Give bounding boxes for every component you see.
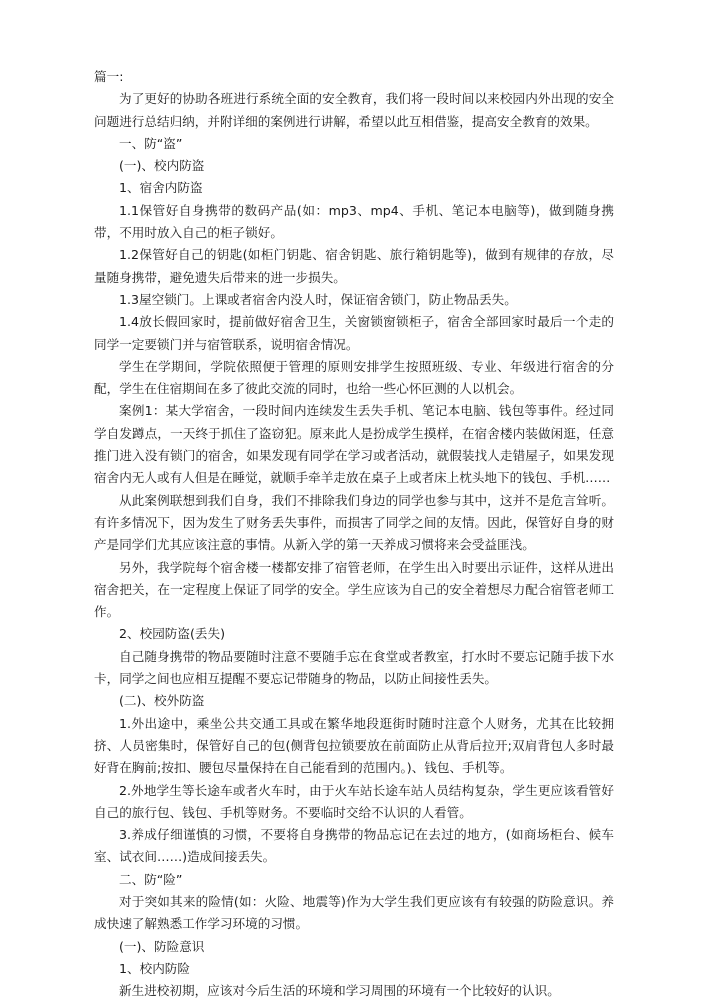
paragraph-offcampus-3: 3.养成仔细谨慎的习惯，不要将自身携带的物品忘记在去过的地方，(如商场柜台、候车室、试衣间……)造成间接丢失。 <box>94 827 614 865</box>
paragraph-1-2: 1.2保管好自己的钥匙(如柜门钥匙、宿舍钥匙、旅行箱钥匙等)，做到有规律的存放，尽量随身携带，避免遗失后带来的进一步损失。 <box>94 247 614 285</box>
item-heading-campus-loss: 2、校园防盗(丢失) <box>119 626 225 642</box>
paragraph-case-reflection: 从此案例联想到我们自身，我们不排除我们身边的同学也参与其中，这并不是危言耸听。有许多情况下，因为发生了财务丢失事件，而损害了同学之间的友情。因此，保管好自身的财产是同学们尤其应该注意的事情。从新入学的第一天养成习惯将来会受益匪浅。 <box>94 492 614 553</box>
subsection-heading-campus-theft: (一)、校内防盗 <box>119 158 205 174</box>
paragraph-offcampus-2: 2.外地学生等长途车或者火车时，由于火车站长途车站人员结构复杂，学生更应该看管好自己的旅行包、钱包、手机等财务。不要临时交给不认识的人看管。 <box>94 782 614 820</box>
intro-paragraph: 为了更好的协助各班进行系统全面的安全教育，我们将一段时间以来校园内外出现的安全问题进行总结归纳，并附详细的案例进行讲解，希望以此互相借鉴，提高安全教育的效果。 <box>94 91 614 129</box>
section-heading-anti-theft: 一、防“盗” <box>119 135 183 151</box>
paragraph-1-3: 1.3屋空锁门。上课或者宿舍内没人时，保证宿舍锁门，防止物品丢失。 <box>119 291 517 307</box>
paragraph-1-4: 1.4放长假回家时，提前做好宿舍卫生，关窗锁窗锁柜子，宿舍全部回家时最后一个走的同学一定要锁门并与宿管联系，说明宿舍情况。 <box>94 314 614 352</box>
paragraph-dorm-allocation: 学生在学期间，学院依照便于管理的原则安排学生按照班级、专业、年级进行宿舍的分配，学生在住宿期间在多了彼此交流的同时，也给一些心怀叵测的人以机会。 <box>94 358 614 397</box>
section-heading-anti-danger: 二、防“险” <box>119 871 183 887</box>
paragraph-new-students: 新生进校初期，应该对今后生活的环境和学习周围的环境有一个比较好的认识。 <box>119 983 560 999</box>
paragraph-case-1: 案例1：某大学宿舍，一段时间内连续发生丢失手机、笔记本电脑、钱包等事件。经过同学自发蹲点，一天终于抓住了盗窃犯。原来此人是扮成学生摸样，在宿舍楼内装做闲逛，任意推门进入没有锁门的宿舍，如果发现有同学在学习或者活动，就假装找人走错屋子，如果发现宿舍内无人或有人但是在睡觉，就顺手牵羊走放在桌子上或者床上枕头地下的钱包、手机…… <box>94 403 614 486</box>
subsection-heading-offcampus-theft: (二)、校外防盗 <box>119 693 205 709</box>
heading-part-one: 篇一: <box>94 69 124 84</box>
item-heading-dorm-theft: 1、宿舍内防盗 <box>119 180 203 196</box>
subsection-heading-danger-awareness: (一)、防险意识 <box>119 938 205 954</box>
paragraph-offcampus-1: 1.外出途中，乘坐公共交通工具或在繁华地段逛街时随时注意个人财务，尤其在比较拥挤、人员密集时，保管好自己的包(侧背包拉锁要放在前面防止从背后拉开;双肩背包人多时最好背在胸前;按扣、腰包尽量保持在自己能看到的范围内。)、钱包、手机等。 <box>94 715 615 776</box>
paragraph-dorm-supervisor: 另外，我学院每个宿舍楼一楼都安排了宿管老师，在学生出入时要出示证件，这样从进出宿舍把关，在一定程度上保证了同学的安全。学生应该为自己的安全着想尽力配合宿管老师工作。 <box>94 559 614 620</box>
paragraph-1-1: 1.1保管好自身携带的数码产品(如：mp3、mp4、手机、笔记本电脑等)，做到随身携带，不用时放入自己的柜子锁好。 <box>94 202 614 241</box>
paragraph-danger-awareness: 对于突如其来的险情(如：火险、地震等)作为大学生我们更应该有有较强的防险意识。养成快速了解熟悉工作学习环境的习惯。 <box>94 893 614 932</box>
item-heading-campus-danger: 1、校内防险 <box>119 960 190 976</box>
paragraph-personal-belongings: 自己随身携带的物品要随时注意不要随手忘在食堂或者教室，打水时不要忘记随手拔下水卡，同学之间也应相互提醒不要忘记带随身的物品，以防止间接性丢失。 <box>94 648 614 687</box>
document-page <box>94 66 614 1002</box>
